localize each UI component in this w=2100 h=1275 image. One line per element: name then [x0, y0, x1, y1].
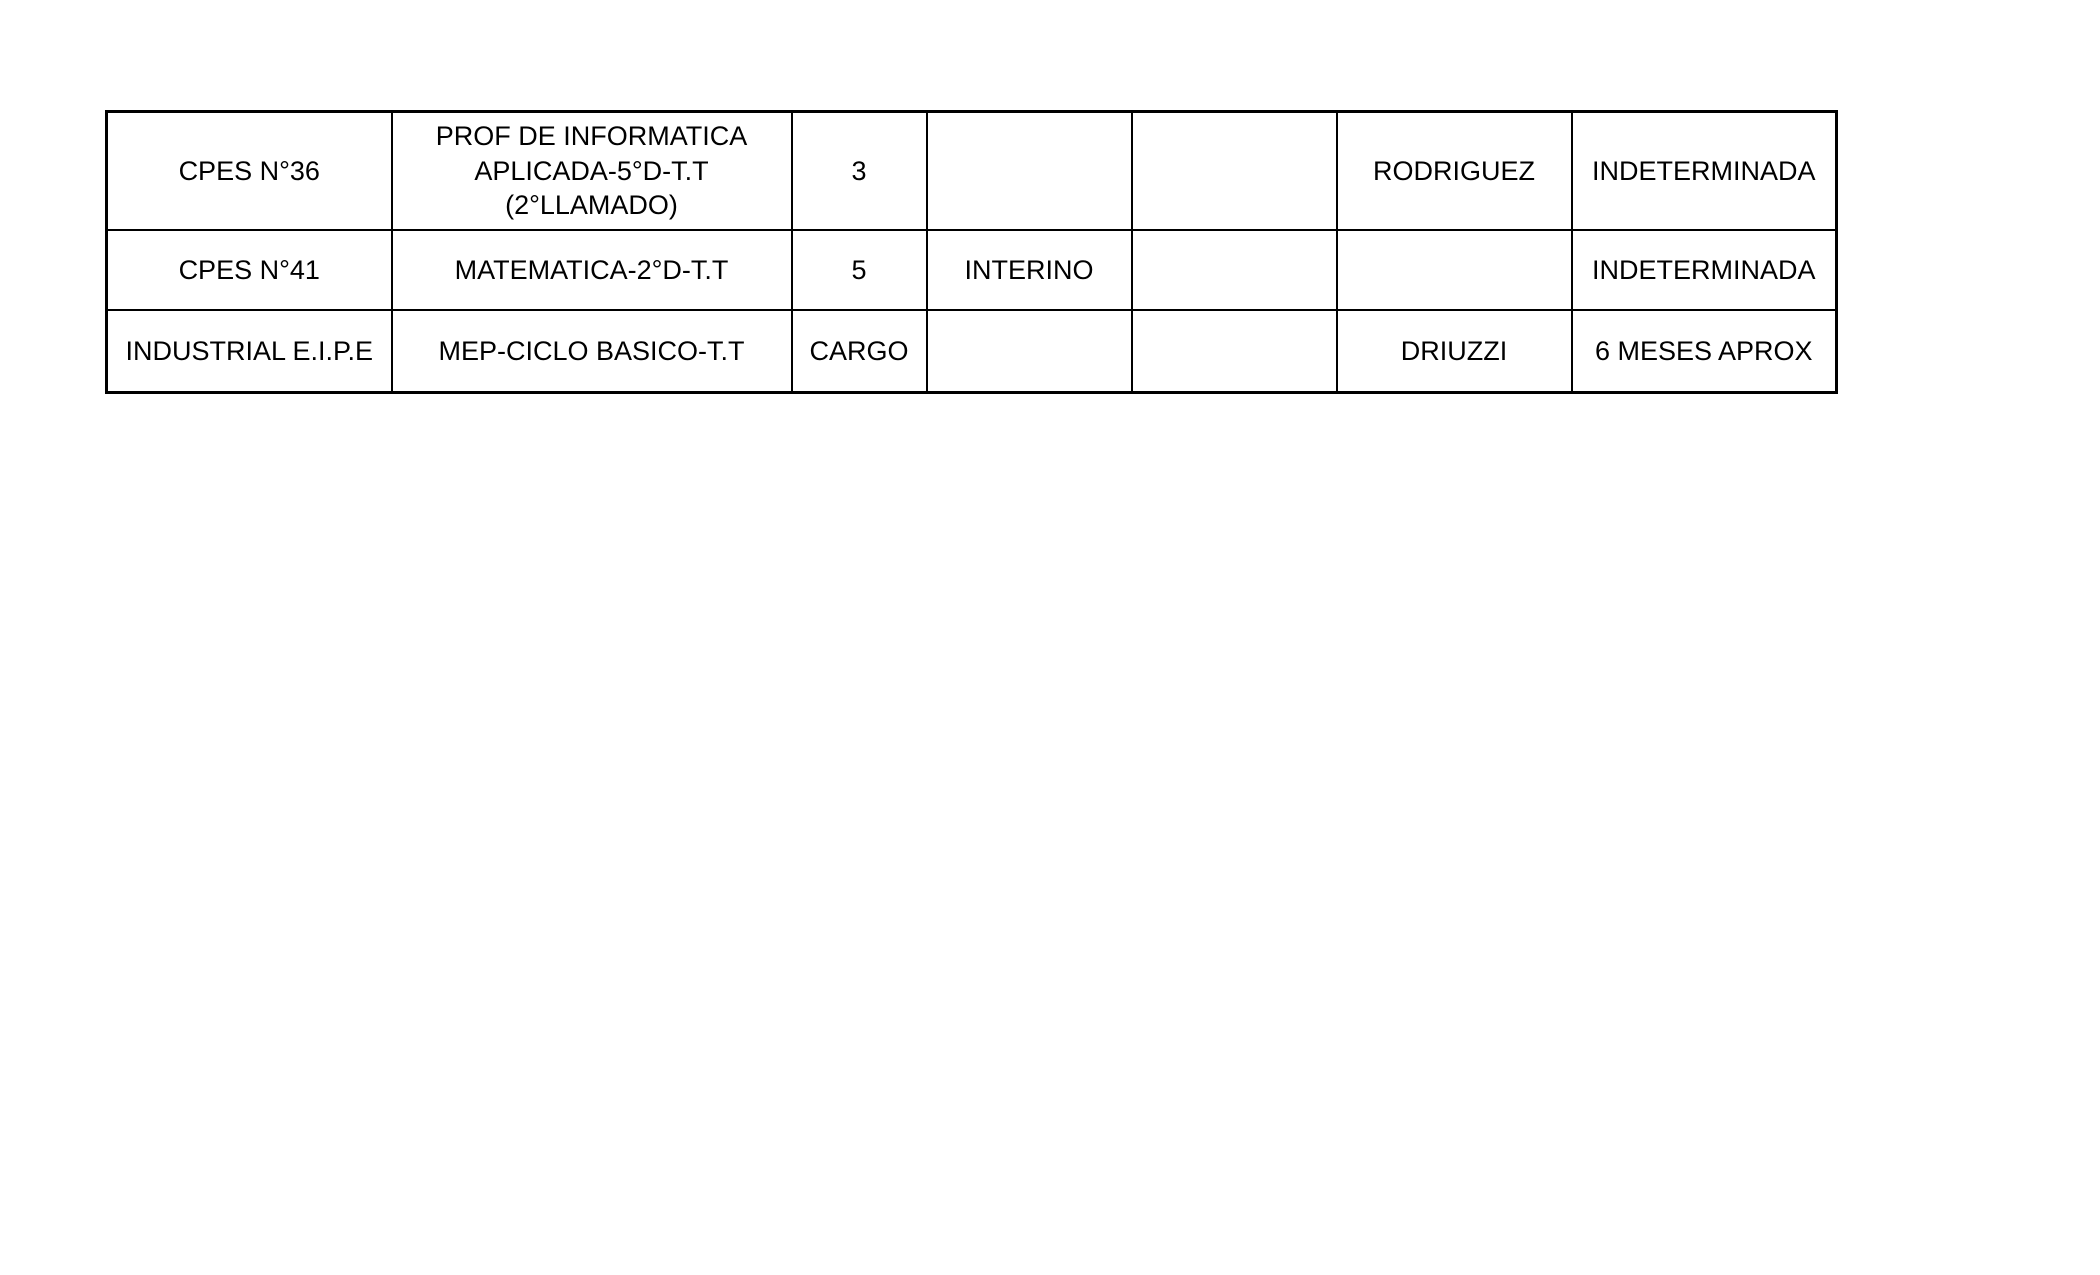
cell-status	[927, 310, 1132, 393]
cell-extra	[1132, 310, 1337, 393]
table-row	[107, 310, 1837, 393]
cell-school: INDUSTRIAL E.I.P.E	[107, 310, 392, 393]
cell-position: MEP-CICLO BASICO-T.T	[392, 310, 792, 393]
assignments-table	[105, 110, 1838, 394]
cell-status	[927, 112, 1132, 231]
table-container	[105, 110, 1838, 394]
cell-position: PROF DE INFORMATICA APLICADA-5°D-T.T (2°LLAMADO)	[392, 112, 792, 231]
cell-position: MATEMATICA-2°D-T.T	[392, 230, 792, 310]
cell-school: CPES N°36	[107, 112, 392, 231]
cell-status: INTERINO	[927, 230, 1132, 310]
cell-duration: INDETERMINADA	[1572, 112, 1837, 231]
cell-hours: CARGO	[792, 310, 927, 393]
cell-hours: 3	[792, 112, 927, 231]
cell-surname: RODRIGUEZ	[1337, 112, 1572, 231]
cell-extra	[1132, 230, 1337, 310]
cell-surname: DRIUZZI	[1337, 310, 1572, 393]
table-row	[107, 112, 1837, 231]
cell-duration: INDETERMINADA	[1572, 230, 1837, 310]
table-row	[107, 230, 1837, 310]
cell-school: CPES N°41	[107, 230, 392, 310]
cell-duration: 6 MESES APROX	[1572, 310, 1837, 393]
cell-extra	[1132, 112, 1337, 231]
cell-surname	[1337, 230, 1572, 310]
cell-hours: 5	[792, 230, 927, 310]
